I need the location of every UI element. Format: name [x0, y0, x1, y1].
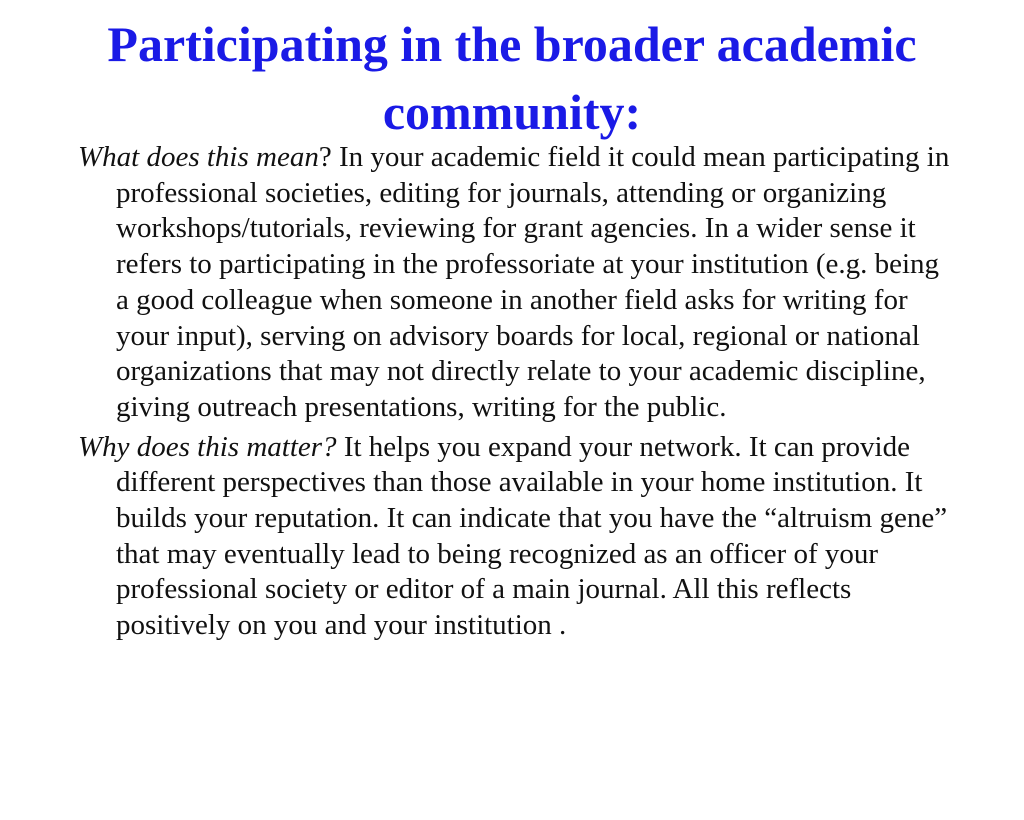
slide-title: Participating in the broader academic community:: [107, 16, 917, 140]
question-mark: ?: [318, 141, 332, 173]
answer-what-does-this-mean: In your academic field it could mean participating in professional societies, editing for journals, attending or organizing workshops/tutorials, reviewing for grant agencies. In a wider sense it refers to participating in the professoriate at your institution (e.g. being a good colleague when someone in another field asks for writing for your input), serving on advisory boards for local, regional or national organizations that may not directly relate to your academic discipline, giving outreach presentations, writing for the public.: [116, 141, 950, 423]
answer-why-does-this-matter: It helps you expand your network. It can provide different perspectives than those available in your home institution. It builds your reputation. It can indicate that you have the “altruism gene” that may eventually lead to being recognized as an officer of your professional society or editor of a main journal. All this reflects positively on you and your institution .: [116, 430, 948, 642]
paragraph-why-does-this-matter: [78, 430, 958, 644]
question-why-does-this-matter: Why does this matter?: [78, 430, 337, 463]
paragraph-what-does-this-mean: [78, 140, 958, 426]
slide-body: [78, 140, 958, 648]
question-what-does-this-mean: What does this mean: [78, 141, 319, 173]
